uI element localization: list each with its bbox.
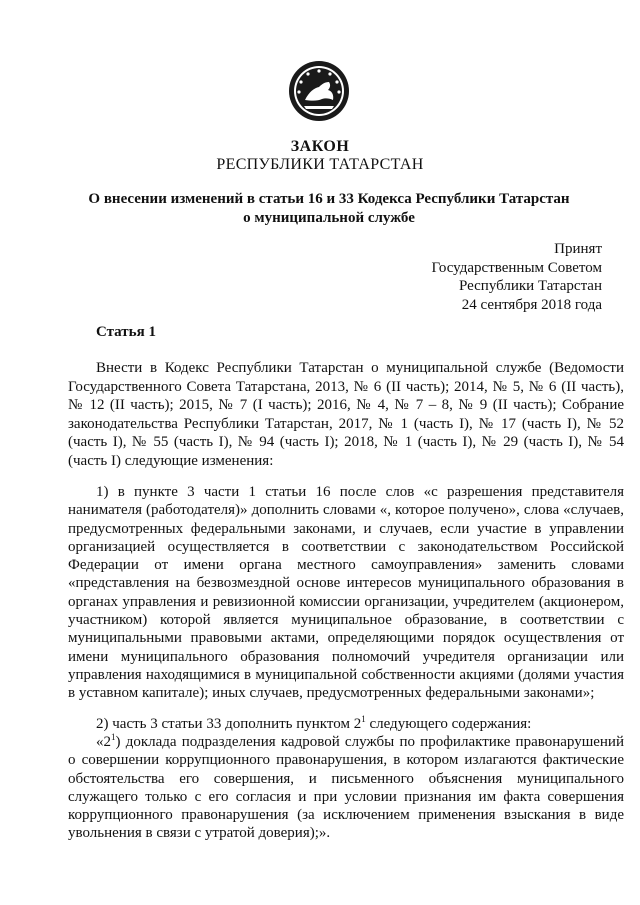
law-title: ЗАКОН [290,138,350,155]
article-heading: Статья 1 [96,324,156,340]
adoption-block [432,240,603,314]
article-intro-paragraph: Внести в Кодекс Республики Татарстан о муниципальной службе (Ведомости Государственного Совета Татарстана, 2013, № 6 (II часть); 2014, № 5, № 6 (II часть), № 12 (II часть); 2015, № 7 (I часть); 2016, № 4, № 7 – 8, № 9 (II часть); Собрание законодательства Республики Татарстан, 2017, № 1 (часть I), № 17 (часть I), № 52 (часть I), № 55 (часть I), № 94 (часть I); 2018, № 1 (часть I), № 29 (часть I), № 54 (часть I) следующие изменения: [68,360,624,469]
adopted-by-republic: Республики Татарстан [458,278,602,294]
quote-number: «2 [96,734,111,750]
tatarstan-coat-of-arms-icon [288,60,350,122]
quote-superscript: 1 [111,732,116,742]
quote-body: ) доклада подразделения кадровой службы по профилактике правонарушений о совершении коррупционного правонарушения, в котором излагаются фактические обстоятельства его совершения, и письменного объяснения муниципального служащего только с его согласия и при условии признания им факта совершения коррупционного правонарушения (за исключением применения взыскания в виде увольнения в связи с утратой доверия);». [68,734,624,842]
item-2-text: 2) часть 3 статьи 33 дополнить пунктом 2 [96,716,362,732]
amendment-item-2 [68,715,624,733]
amendment-item-2-quote [68,733,624,843]
amendment-item-1: 1) в пункте 3 части 1 статьи 16 после слов «с разрешения представителя нанимателя (работодателя)» дополнить словами «, которое получено», слова «случаев, предусмотренных федеральными законами, и случаев, если участие в управлении организацией осуществляется в соответствии с законодательством Российской Федерации от имени органа местного самоуправления» заменить словами «представления на безвозмездной основе интересов муниципального образования в органах управления и ревизионной комиссии организации, учредителем (акционером, участником) которой является муниципальное образование, в соответствии с муниципальными правовыми актами, определяющими порядок осуществления от имени муниципального образования полномочий учредителя организации или управления находящимися в муниципальной собственности акциями (долями участия в уставном капитале); иных случаев, предусмотренных федеральными законами»; [68,484,624,702]
item-2-superscript: 1 [361,714,366,724]
adopted-label: Принят [554,241,602,257]
adopted-by-council: Государственным Советом [431,259,602,276]
item-2-text-end: следующего содержания: [365,716,532,732]
republic-name: РЕСПУБЛИКИ ТАТАРСТАН [216,156,424,173]
law-subject: О внесении изменений в статьи 16 и 33 Кодекса Республики Татарстан о муниципальной службе [88,191,570,226]
adoption-date: 24 сентября 2018 года [461,296,602,313]
